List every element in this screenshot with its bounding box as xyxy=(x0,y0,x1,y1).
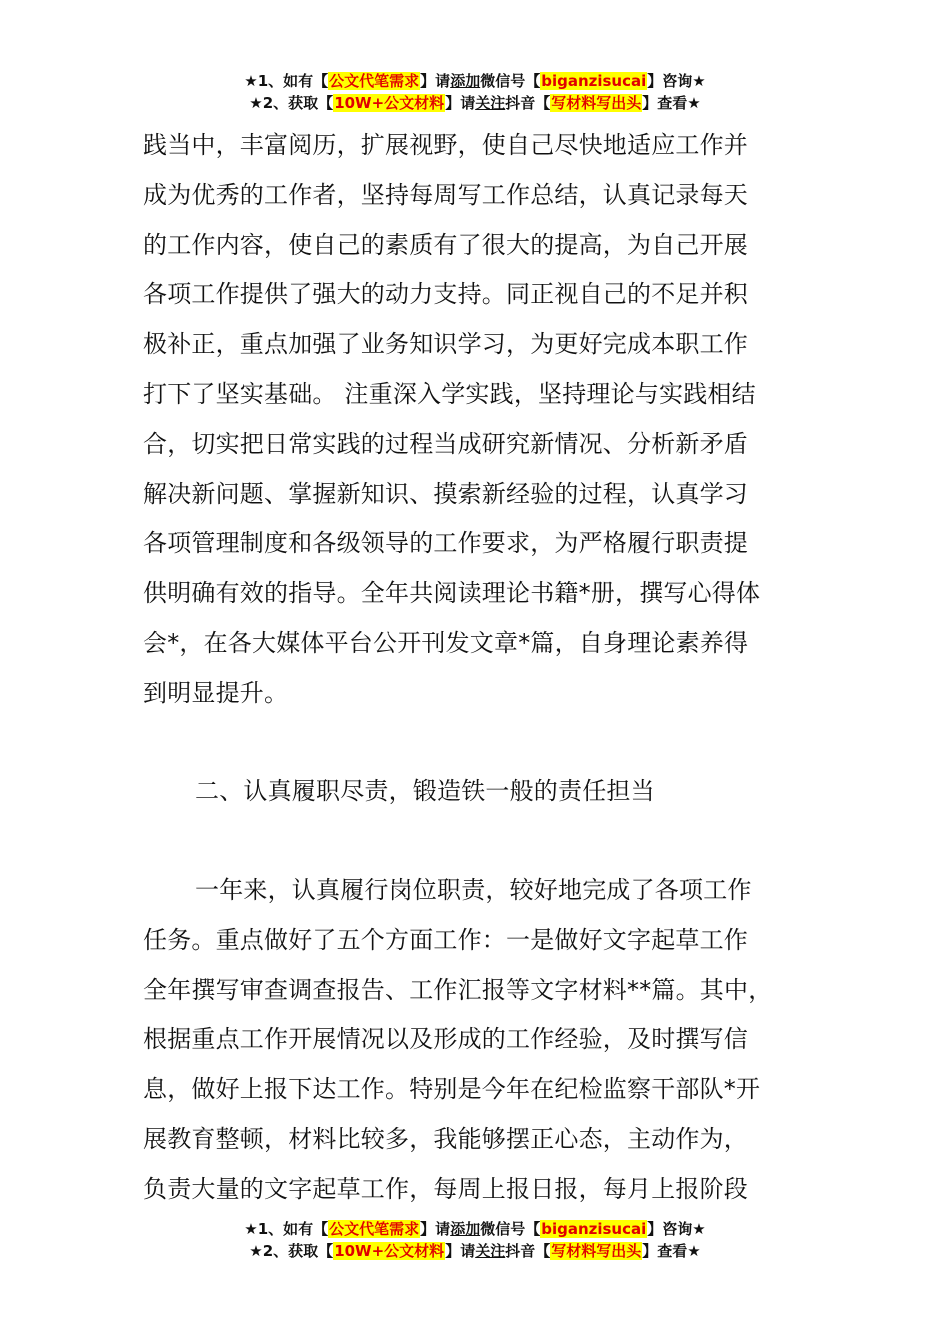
text-line: 根据重点工作开展情况以及形成的工作经验，及时撰写信 xyxy=(143,1025,748,1054)
text-line: 合，切实把日常实践的过程当成研究新情况、分析新矛盾 xyxy=(143,429,748,458)
text-line: 解决新问题、掌握新知识、摸索新经验的过程，认真学习 xyxy=(143,479,748,508)
banner-text: 】请 xyxy=(420,1220,451,1238)
banner-line-2 xyxy=(0,1240,950,1262)
banner-highlight: 写材料写出头 xyxy=(551,1242,642,1260)
banner-line-1 xyxy=(0,70,950,92)
text-line: 的工作内容，使自己的素质有了很大的提高，为自己开展 xyxy=(143,230,748,259)
banner-text: 】咨询★ xyxy=(647,72,706,90)
banner-text: ★2、获取【 xyxy=(249,1242,334,1260)
banner-text: 微信号【 xyxy=(480,1220,541,1238)
banner-underline: 关注 xyxy=(475,94,506,112)
banner-line-2 xyxy=(0,92,950,114)
banner-text: 】请 xyxy=(445,94,476,112)
text-line: 负责大量的文字起草工作，每周上报日报，每月上报阶段 xyxy=(143,1174,748,1203)
section-heading xyxy=(195,767,835,817)
banner-highlight: 公文代笔需求 xyxy=(329,1220,420,1238)
banner-text: ★2、获取【 xyxy=(249,94,334,112)
footer-banner xyxy=(0,1218,950,1262)
paragraph-1 xyxy=(143,121,823,719)
text-line: 一年来，认真履行岗位职责，较好地完成了各项工作 xyxy=(195,876,752,904)
banner-line-1 xyxy=(0,1218,950,1240)
text-line: 任务。重点做好了五个方面工作：一是做好文字起草工作 xyxy=(143,925,748,954)
banner-highlight: 10W+公文材料 xyxy=(334,1242,445,1260)
text-line: 会*，在各大媒体平台公开刊发文章*篇，自身理论素养得 xyxy=(143,628,749,657)
banner-underline: 添加 xyxy=(450,72,481,90)
banner-underline: 关注 xyxy=(475,1242,506,1260)
banner-highlight: 10W+公文材料 xyxy=(334,94,445,112)
text-line: 供明确有效的指导。全年共阅读理论书籍*册，撰写心得体 xyxy=(143,579,761,608)
banner-text: 】请 xyxy=(420,72,451,90)
banner-highlight: biganzisucai xyxy=(541,72,647,90)
banner-text: 抖音【 xyxy=(505,94,551,112)
banner-text: 】查看★ xyxy=(642,94,701,112)
banner-highlight: 写材料写出头 xyxy=(551,94,642,112)
banner-text: ★1、如有【 xyxy=(244,1220,329,1238)
banner-highlight: biganzisucai xyxy=(541,1220,647,1238)
banner-text: 】查看★ xyxy=(642,1242,701,1260)
banner-highlight: 公文代笔需求 xyxy=(329,72,420,90)
heading-text: 二、认真履职尽责，锻造铁一般的责任担当 xyxy=(195,777,655,805)
text-line: 展教育整顿，材料比较多，我能够摆正心态，主动作为， xyxy=(143,1124,748,1153)
paragraph-2 xyxy=(143,866,823,1215)
banner-text: 】咨询★ xyxy=(647,1220,706,1238)
text-line: 极补正，重点加强了业务知识学习，为更好完成本职工作 xyxy=(143,330,748,359)
text-line: 成为优秀的工作者，坚持每周写工作总结，认真记录每天 xyxy=(143,180,748,209)
text-line: 打下了坚实基础。 注重深入学实践，坚持理论与实践相结 xyxy=(143,379,756,408)
banner-underline: 添加 xyxy=(450,1220,481,1238)
header-banner xyxy=(0,70,950,114)
text-line: 各项管理制度和各级领导的工作要求，为严格履行职责提 xyxy=(143,529,748,558)
banner-text: ★1、如有【 xyxy=(244,72,329,90)
text-line: 各项工作提供了强大的动力支持。同正视自己的不足并积 xyxy=(143,280,748,309)
banner-text: 微信号【 xyxy=(480,72,541,90)
text-line: 到明显提升。 xyxy=(143,678,289,707)
banner-text: 】请 xyxy=(445,1242,476,1260)
text-line: 息，做好上报下达工作。特别是今年在纪检监察干部队*开 xyxy=(143,1075,761,1104)
text-line: 践当中，丰富阅历，扩展视野，使自己尽快地适应工作并 xyxy=(143,131,748,159)
text-line: 全年撰写审查调查报告、工作汇报等文字材料**篇。其中， xyxy=(143,975,773,1004)
banner-text: 抖音【 xyxy=(505,1242,551,1260)
